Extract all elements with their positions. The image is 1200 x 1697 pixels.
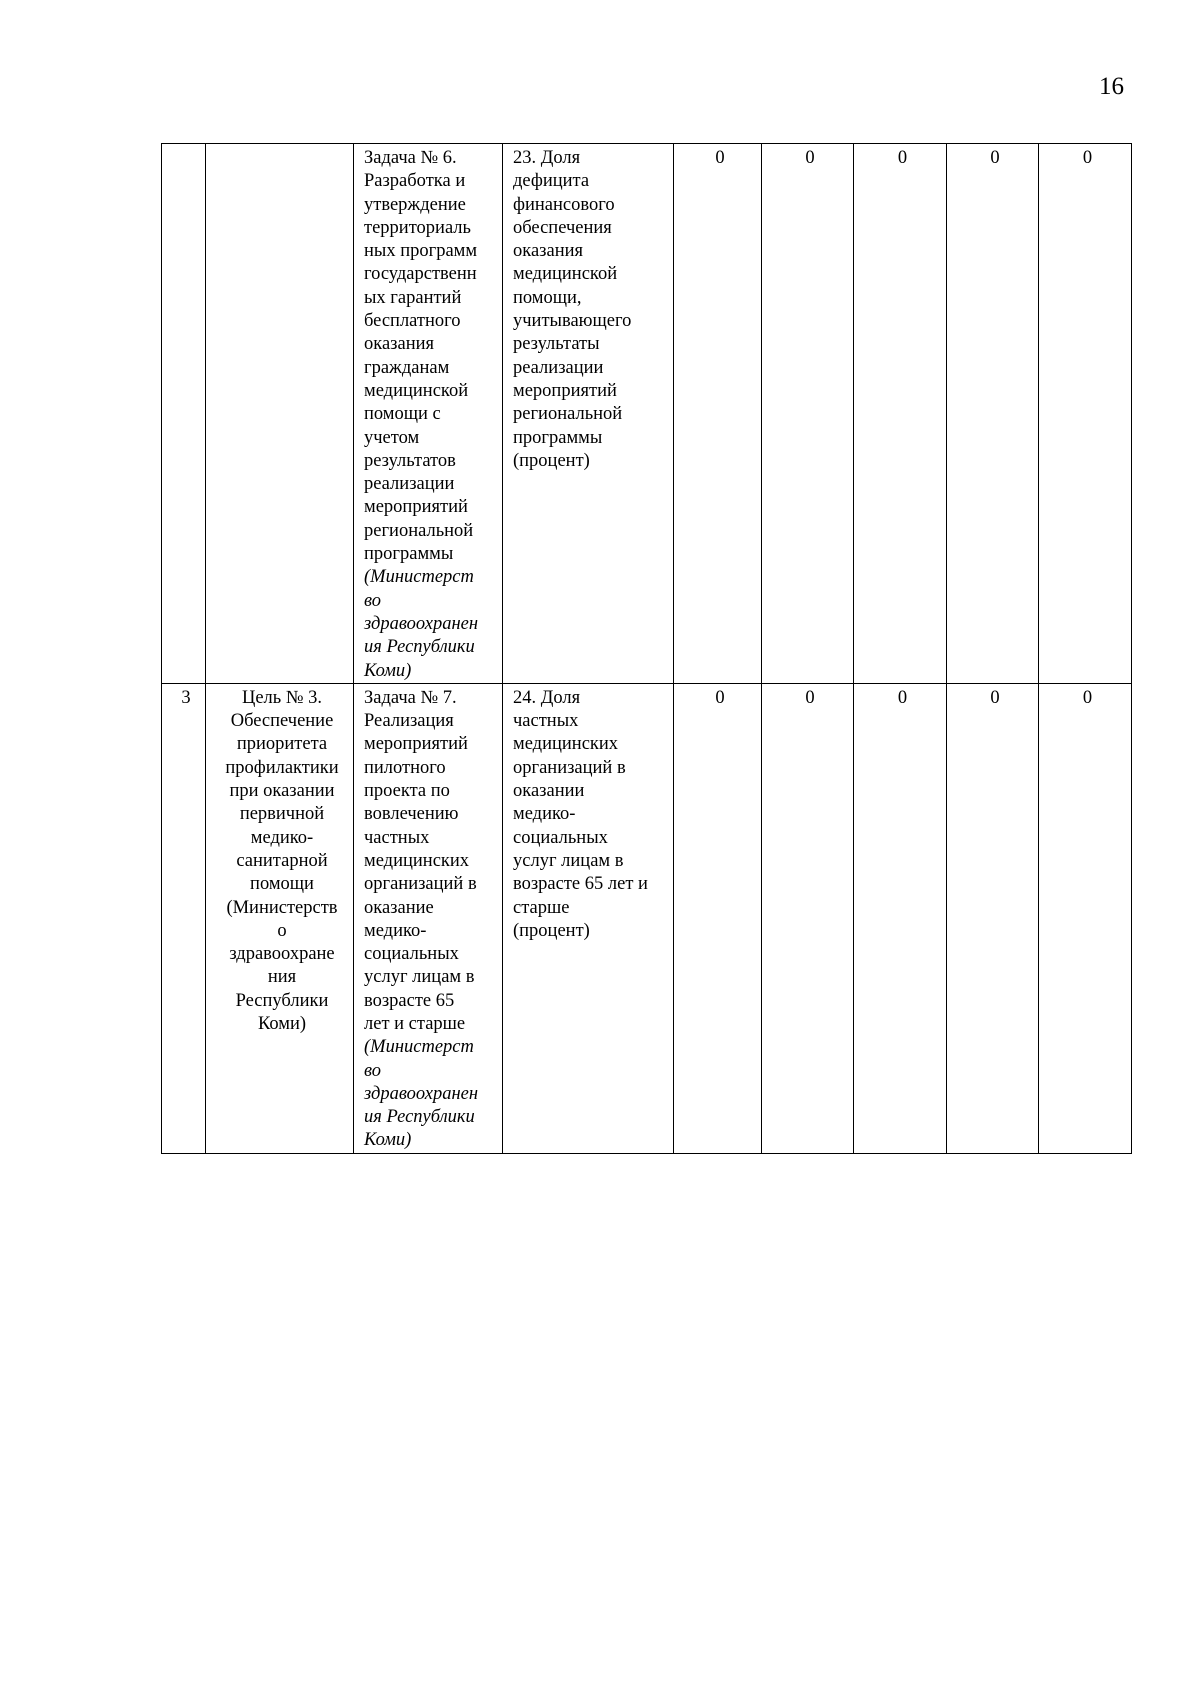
task-text-line: медицинских xyxy=(364,850,470,871)
task-text-line: социальных xyxy=(364,944,459,965)
goal-text-line: санитарной xyxy=(236,850,328,871)
goal-text-line: первичной xyxy=(239,804,325,825)
indicator-text-line: оказания xyxy=(513,241,583,262)
task-text-line: государственн xyxy=(364,264,477,285)
indicator-text-line: 24. Доля xyxy=(513,687,581,708)
goal-text-line: Обеспечение xyxy=(230,711,334,732)
task-text-line: помощи с xyxy=(364,404,441,425)
task-text-line: организаций в xyxy=(364,874,477,895)
value-cell: 0 xyxy=(1039,683,1132,1153)
task-ministry-line: Коми) xyxy=(364,660,412,681)
task-text-line: пилотного xyxy=(364,757,446,778)
task-ministry-line: (Министерст xyxy=(364,567,474,588)
task-text-line: мероприятий xyxy=(364,497,468,518)
goal-text-line: здравоохране xyxy=(229,944,335,965)
indicators-table xyxy=(161,143,1132,1154)
indicator-text-line: региональной xyxy=(513,404,623,425)
indicator-text-line: финансового xyxy=(513,194,615,215)
indicator-text-line: услуг лицам в xyxy=(513,850,624,871)
task-text-line: оказания xyxy=(364,334,434,355)
goal-text-line: (Министерств xyxy=(226,897,338,918)
indicator-text-line: обеспечения xyxy=(513,217,612,238)
task-text-line: Задача № 6. xyxy=(364,148,457,168)
value-cell: 0 xyxy=(762,683,854,1153)
task-text-line: медицинской xyxy=(364,380,469,401)
indicator-cell xyxy=(503,683,674,1153)
indicator-text-line: программы xyxy=(513,427,603,448)
indicator-text-line: организаций в xyxy=(513,757,626,778)
task-text-line: услуг лицам в xyxy=(364,967,475,988)
task-ministry-line: во xyxy=(364,1060,382,1081)
value-cell: 0 xyxy=(854,683,947,1153)
goal-text-line: профилактики xyxy=(225,757,339,778)
goal-text-line: о xyxy=(277,920,287,941)
task-text-line: возрасте 65 xyxy=(364,990,455,1011)
indicator-text-line: социальных xyxy=(513,827,608,848)
task-ministry-line: (Министерст xyxy=(364,1037,474,1058)
indicator-text-line: помощи, xyxy=(513,287,582,308)
value-cell: 0 xyxy=(762,144,854,684)
task-ministry-line: во xyxy=(364,590,382,611)
goal-text-line: при оказании xyxy=(229,781,335,802)
task-text-line: Разработка и xyxy=(364,171,466,192)
table-body xyxy=(162,144,1132,1154)
indicator-text-line: (процент) xyxy=(513,920,590,941)
goal-text-line: Коми) xyxy=(257,1013,307,1034)
task-text-line: Реализация xyxy=(364,711,454,732)
task-ministry-line: здравоохранен xyxy=(364,1083,479,1104)
indicator-text-line: дефицита xyxy=(513,171,590,192)
goal-text-line: ния xyxy=(267,967,297,988)
task-text-line: частных xyxy=(364,827,430,848)
task-text-line: ых гарантий xyxy=(364,287,462,308)
goal-text-line: приоритета xyxy=(236,734,328,755)
task-ministry-line: ия Республики xyxy=(364,637,475,658)
value-cell: 0 xyxy=(1039,144,1132,684)
page-number: 16 xyxy=(1099,73,1124,100)
task-cell xyxy=(354,144,503,684)
task-text-line: мероприятий xyxy=(364,734,468,755)
indicator-text-line: медико- xyxy=(513,804,576,825)
indicator-text-line: медицинской xyxy=(513,264,618,285)
value-cell: 0 xyxy=(947,683,1039,1153)
task-ministry-line: здравоохранен xyxy=(364,613,479,634)
goal-text-line: Цель № 3. xyxy=(241,687,323,708)
task-text-line: учетом xyxy=(364,427,420,448)
row-number-cell xyxy=(162,144,206,684)
value-cell: 0 xyxy=(854,144,947,684)
task-text-line: бесплатного xyxy=(364,311,461,332)
indicator-text-line: мероприятий xyxy=(513,380,617,401)
task-cell xyxy=(354,683,503,1153)
indicator-text-line: оказании xyxy=(513,781,585,802)
indicator-text-line: 23. Доля xyxy=(513,148,581,168)
task-text-line: гражданам xyxy=(364,357,450,378)
row-number-cell: 3 xyxy=(162,683,206,1153)
task-text-line: территориаль xyxy=(364,217,471,238)
task-text-line: реализации xyxy=(364,474,455,495)
task-text-line: утверждение xyxy=(364,194,466,215)
indicator-text-line: возрасте 65 лет и xyxy=(513,874,648,895)
indicator-text-line: старше xyxy=(513,897,570,918)
indicator-text-line: (процент) xyxy=(513,450,590,471)
task-text-line: результатов xyxy=(364,450,456,471)
table-row xyxy=(162,144,1132,684)
goal-text-line: медико- xyxy=(250,827,314,848)
goal-cell xyxy=(206,144,354,684)
task-text-line: ных программ xyxy=(364,241,478,262)
task-text-line: медико- xyxy=(364,920,427,941)
indicator-text-line: учитывающего xyxy=(513,311,632,332)
task-text-line: оказание xyxy=(364,897,434,918)
indicator-cell xyxy=(503,144,674,684)
goal-cell xyxy=(206,683,354,1153)
value-cell: 0 xyxy=(674,683,762,1153)
task-text-line: проекта по xyxy=(364,781,450,802)
task-ministry-line: ия Республики xyxy=(364,1107,475,1128)
indicator-text-line: медицинских xyxy=(513,734,619,755)
table-row xyxy=(162,683,1132,1153)
task-ministry-line: Коми) xyxy=(364,1130,412,1151)
value-cell: 0 xyxy=(947,144,1039,684)
goal-text-line: помощи xyxy=(250,874,314,895)
indicator-text-line: частных xyxy=(513,711,579,732)
task-text-line: Задача № 7. xyxy=(364,687,457,708)
indicator-text-line: реализации xyxy=(513,357,604,378)
task-text-line: вовлечению xyxy=(364,804,459,825)
value-cell: 0 xyxy=(674,144,762,684)
goal-text-line: Республики xyxy=(235,990,329,1011)
task-text-line: программы xyxy=(364,544,454,565)
task-text-line: региональной xyxy=(364,520,474,541)
task-text-line: лет и старше xyxy=(364,1013,466,1034)
indicator-text-line: результаты xyxy=(513,334,600,355)
